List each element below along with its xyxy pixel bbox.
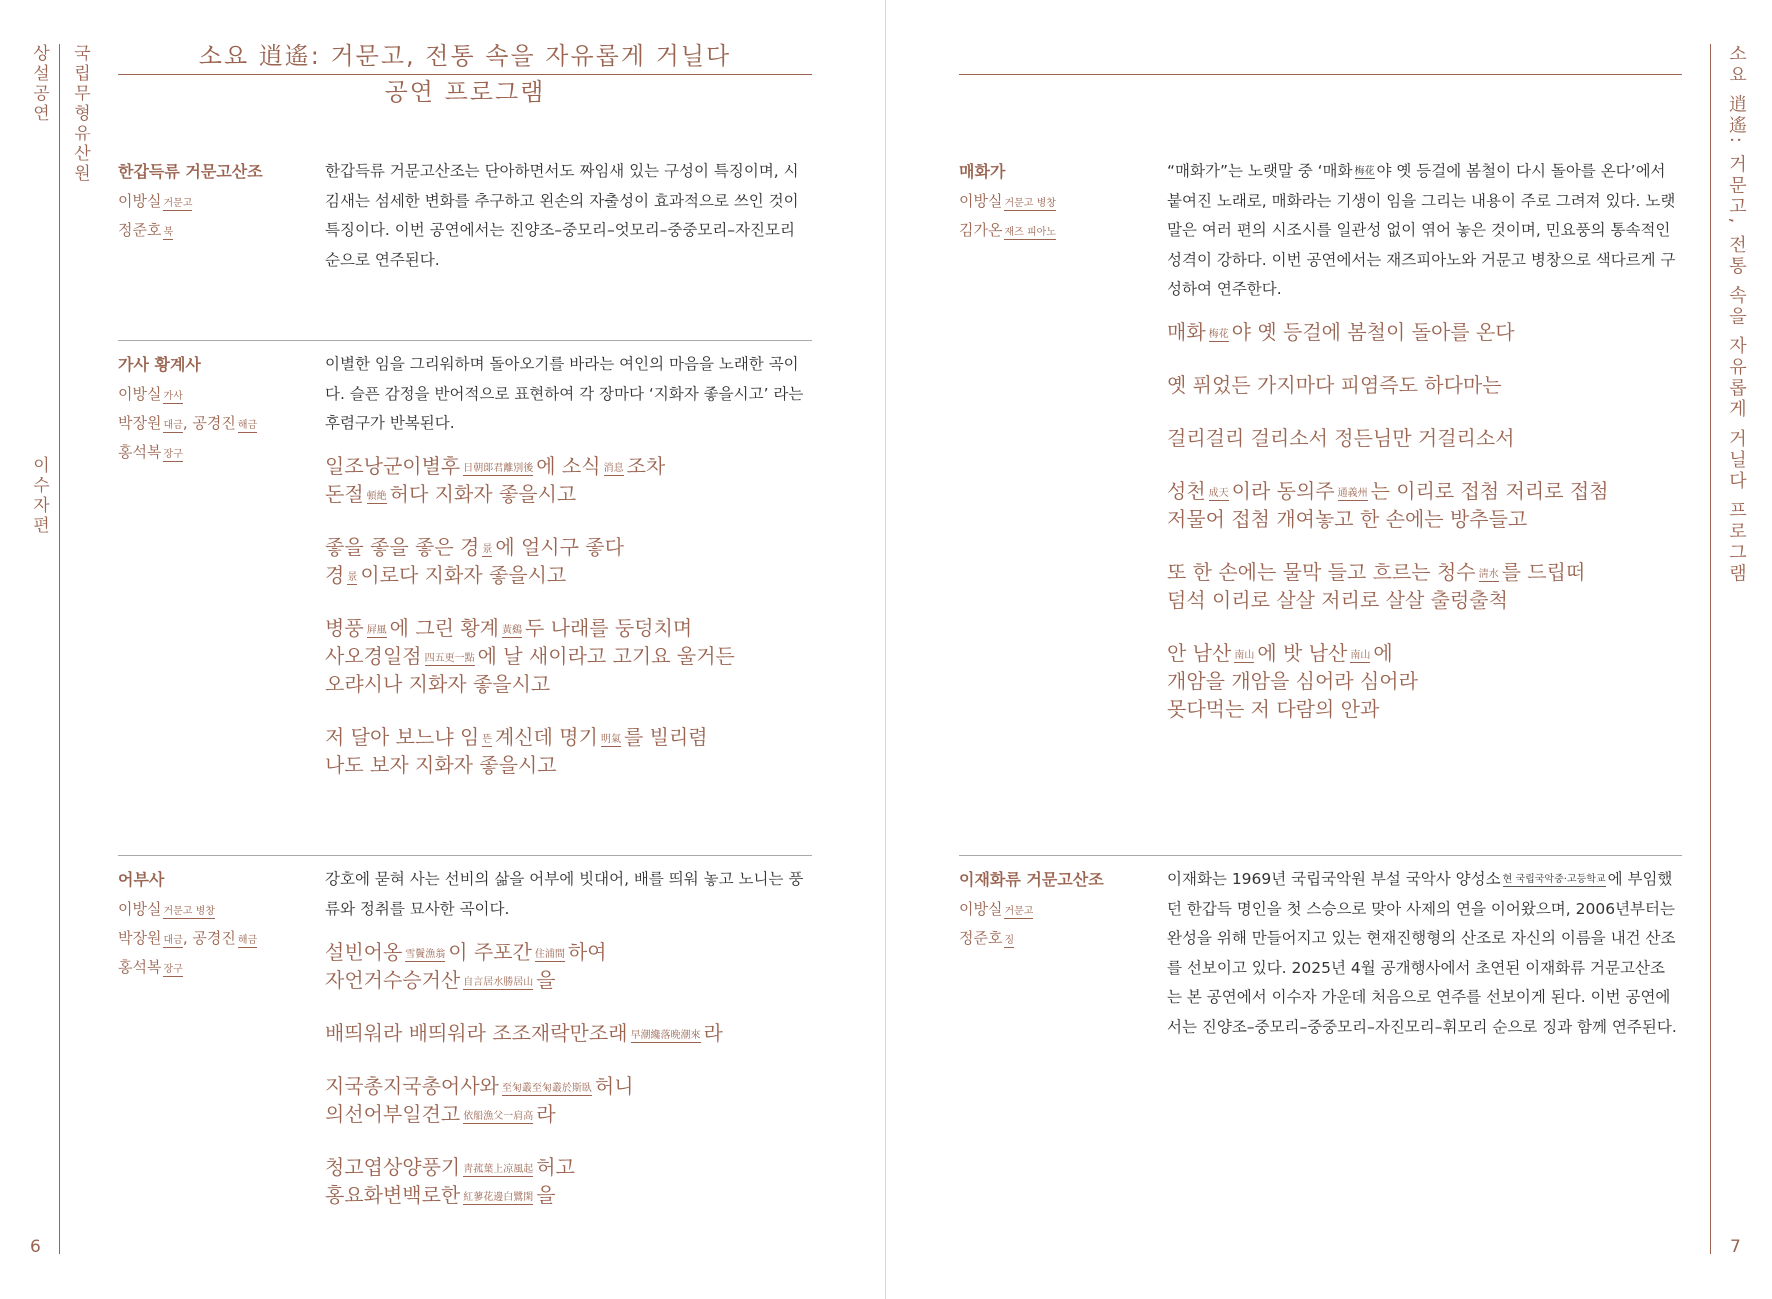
stanza [325,938,723,994]
lyric-line: 좋을 좋을 좋은 경 景 에 얼시구 좋다 [325,535,624,559]
performer: 김가온 재즈 피아노 [959,221,1056,239]
page-number: 6 [30,1237,41,1257]
performer: 이방실 거문고 [118,192,193,210]
piece-info [959,157,1149,245]
running-title: 소요 逍遙: 거문고, 전통 속을 자유롭게 거닐다 프로그램 [1726,44,1747,585]
piece-title: 어부사 [118,870,165,889]
vertical-rule [59,44,60,1254]
lyric-line: 경 景 이로다 지화자 좋을시고 [325,563,567,587]
lyric-line: 또 한 손에는 물막 들고 흐르는 청수 淸水 를 드립떠 [1167,560,1586,584]
piece-title: 이재화류 거문고산조 [959,870,1104,889]
piece-info [118,865,308,982]
lyric-line: 의선어부일견고 依船漁父一肩高 라 [325,1102,556,1126]
section-divider [118,855,812,856]
lyric-line: 청고엽상양풍기 靑菰葉上凉風起 허고 [325,1155,575,1179]
piece-description: 이별한 임을 그리워하며 돌아오기를 바라는 여인의 마음을 노래한 곡이다. 슬픈 감정을 반어적으로 표현하여 각 장마다 ‘지화자 좋을시고’ 라는 후렴구가 반복된다. [325,355,804,432]
stanza [325,1153,723,1209]
piece-info [959,865,1149,953]
piece-description: “매화가”는 노랫말 중 ‘매화 梅花 야 옛 등걸에 봄철이 다시 돌아를 온다’에서 붙여진 노래로, 매화라는 기생이 임을 그리는 내용이 주로 그려져 있다. 노랫말은 여러 편의 시조시를 일관성 없이 엮어 놓은 것이며, 민요풍의 통속적인 성격이 강하다. 이번 공연에서는 재즈피아노와 거문고 병창으로 색다르게 구성하여 연주한다. [1167,162,1676,298]
lyric-line: 덤석 이리로 살살 저리로 살살 출렁출척 [1167,588,1508,612]
lyric-line: 홍요화변백로한 紅蓼花邊白鷺閑 을 [325,1183,556,1207]
piece-description: 이재화는 1969년 국립국악원 부설 국악사 양성소 현 국립국악중·고등학교 에 부임했던 한갑득 명인을 첫 스승으로 맞아 사제의 연을 이어왔으며, 2006년부터는 완성을 위해 만들어지고 있는 현재진행형의 산조로 자신의 이름을 내건 산조를 선보이고 있다. 2025년 4월 공개행사에서 초연된 이재화류 거문고산조는 본 공연에서 이수자 가운데 처음으로 연주를 선보이게 된다. 이번 공연에서는 진양조–중모리–중중모리–자진모리–휘모리 순으로 징과 함께 연주된다. [1167,870,1677,1036]
lyric-line: 성천 成天 이라 동의주 通義州 는 이리로 접첨 저리로 접첨 [1167,479,1609,503]
vertical-rule [1710,44,1711,1254]
header-title: 소요 逍遙: 거문고, 전통 속을 자유롭게 거닐다 [198,42,732,70]
performer: 박장원 대금, 공경진 해금 [118,414,258,432]
lyric-line: 개암을 개암을 심어라 심어라 [1167,669,1418,693]
performer: 박장원 대금, 공경진 해금 [118,929,258,947]
header-subtitle: 공연 프로그램 [384,78,546,106]
stanza [325,614,735,698]
performer: 이방실 거문고 병창 [118,900,215,918]
piece-title: 가사 황계사 [118,355,201,374]
left-page [0,0,885,1299]
stanza [325,1019,723,1047]
stanza [325,723,735,779]
performer: 이방실 거문고 [959,900,1034,918]
performer: 정준호 북 [118,221,174,239]
stanza [325,533,735,589]
page-fold [885,0,886,1299]
lyric-line: 안 남산 南山 에 밧 남산 南山 에 [1167,641,1393,665]
page-number: 7 [1730,1237,1741,1257]
piece-info [118,157,308,245]
lyric-line: 저 달아 보느냐 임 뜬 계신데 명기 明氣 를 빌리렴 [325,725,708,749]
lyrics [325,452,735,804]
program-title-label: 이수자편 [29,456,49,536]
lyric-line: 매화 梅花 야 옛 등걸에 봄철이 돌아를 온다 [1167,320,1515,344]
lyric-line: 배띄워라 배띄워라 조조재락만조래 早潮纔落晩潮來 라 [325,1021,723,1045]
piece-title: 매화가 [959,162,1006,181]
lyric-line: 옛 퓌었든 가지마다 피염즉도 하다마는 [1167,373,1502,397]
stanza [1167,639,1609,723]
header-rule [118,74,812,75]
stanza [1167,558,1609,614]
piece-description: 한갑득류 거문고산조는 단아하면서도 짜임새 있는 구성이 특징이며, 시김새는 섬세한 변화를 추구하고 왼손의 자출성이 효과적으로 쓰인 것이 특징이다. 이번 공연에서는 진양조–중모리–엇모리–중중모리–자진모리 순으로 연주된다. [325,162,799,269]
lyric-line: 일조낭군이별후 日朝郞君離別後 에 소식 消息 조차 [325,454,666,478]
lyric-line: 걸리걸리 걸리소서 정든님만 거걸리소서 [1167,426,1515,450]
series-label: 상설공연 [29,44,49,124]
performer: 이방실 거문고 병창 [959,192,1056,210]
piece-info [118,350,308,467]
section-divider [118,340,812,341]
stanza [325,1072,723,1128]
section-divider [959,855,1682,856]
stanza [1167,477,1609,533]
lyric-line: 자언거수승거산 自言居水勝居山 을 [325,968,556,992]
stanza [325,452,735,508]
stanza [1167,424,1609,452]
lyrics [325,938,723,1234]
performer: 홍석복 장구 [118,958,183,976]
right-page [887,0,1772,1299]
lyric-line: 나도 보자 지화자 좋을시고 [325,753,557,777]
performer: 이방실 가사 [118,385,183,403]
lyric-line: 병풍 屛風 에 그린 황계 黃鷄 두 나래를 둥덩치며 [325,616,693,640]
header-rule [959,74,1682,75]
piece-description: 강호에 묻혀 사는 선비의 삶을 어부에 빗대어, 배를 띄워 놓고 노니는 풍류와 정취를 묘사한 곡이다. [325,870,804,918]
lyric-line: 저물어 접첨 개여놓고 한 손에는 방추들고 [1167,507,1528,531]
stanza [1167,371,1609,399]
lyric-line: 지국총지국총어사와 至匊叢至匊叢於斯臥 허니 [325,1074,634,1098]
organization-label: 국립무형유산원 [70,44,90,184]
lyric-line: 돈절 頓絶 허다 지화자 좋을시고 [325,482,577,506]
performer: 정준호 징 [959,929,1015,947]
stanza [1167,318,1609,346]
lyrics [1167,318,1609,748]
lyric-line: 설빈어옹 雪鬢漁翁 이 주포간 住浦間 하여 [325,940,607,964]
lyric-line: 사오경일점 四五更一點 에 날 새이라고 고기요 울거든 [325,644,735,668]
performer: 홍석복 장구 [118,443,183,461]
lyric-line: 오랴시나 지화자 좋을시고 [325,672,551,696]
piece-title: 한갑득류 거문고산조 [118,162,263,181]
lyric-line: 못다먹는 저 다람의 안과 [1167,697,1380,721]
